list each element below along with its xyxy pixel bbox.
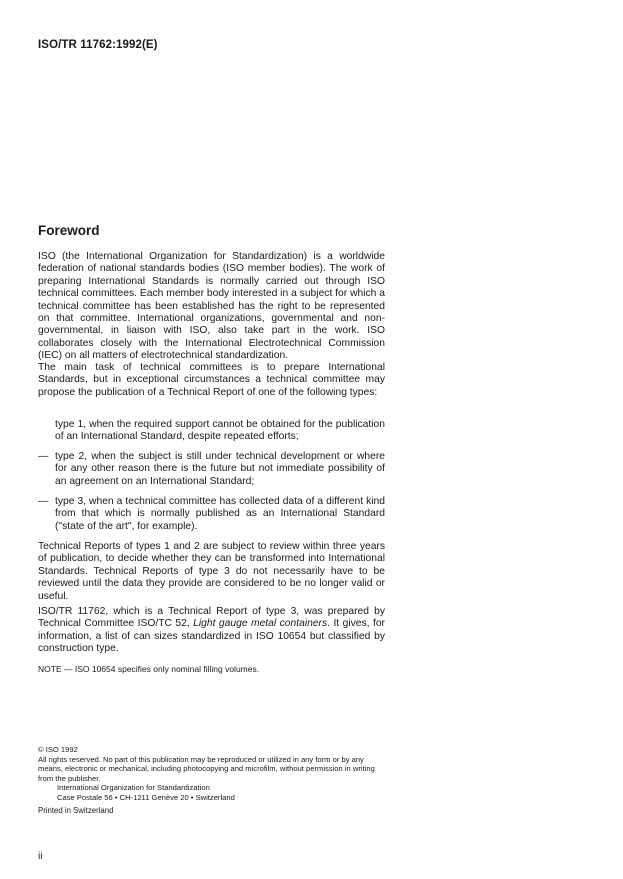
list-dash: — (38, 451, 49, 462)
paragraph-3: Technical Reports of types 1 and 2 are subject to review within three years of publication, to decide whether they can be transformed into International Standards. Technical Reports of type 3 do not necessarily have to be reviewed until the data they provide are considered to be no longer valid or useful. (38, 541, 385, 602)
list-item (38, 451, 385, 488)
note: NOTE — ISO 10654 specifies only nominal filling volumes. (38, 664, 260, 674)
list-item-text: type 2, when the subject is still under technical development or where for any other reason there is the future but not immediate possibility of an agreement on an International Standard; (55, 451, 385, 487)
paragraph-2: The main task of technical committees is to prepare International Standards, but in exceptional circumstances a technical committee may propose the publication of a Technical Report of one of the following types: (38, 362, 385, 398)
publisher-address: Case Postale 56 • CH-1211 Genève 20 • Switzerland (57, 792, 235, 802)
paragraph-4-text: ISO/TR 11762, which is a Technical Report of type 3, was prepared by Technical Committee ISO/TC 52, (38, 606, 385, 630)
list-item-text: type 1, when the required support cannot be obtained for the publication of an International Standard, despite repeated efforts; (55, 419, 385, 443)
list-item-text: type 3, when a technical committee has collected data of a different kind from that which is normally published as an International Standard ("state of the art", for example). (55, 496, 385, 532)
section-title: Foreword (38, 223, 100, 238)
list-item (38, 496, 385, 533)
copyright-block (38, 745, 385, 803)
publisher-name: International Organization for Standardization (57, 783, 210, 793)
copyright-symbol-line: © ISO 1992 (38, 745, 78, 754)
rights-statement: All rights reserved. No part of this publication may be reproduced or utilized in any form or by any means, electronic or mechanical, including photocopying and microfilm, without permission in writing from the publisher. (38, 754, 375, 783)
paragraph-4 (38, 606, 385, 656)
list-item (38, 419, 385, 444)
page-number: ii (38, 851, 43, 862)
committee-title: Light gauge metal containers (193, 618, 328, 630)
paragraph-4-text-end: . It gives, for information, a list of can sizes standardized in ISO 10654 but classified by construction type. (38, 618, 385, 655)
printed-in: Printed in Switzerland (38, 806, 114, 815)
paragraph-1: ISO (the International Organization for Standardization) is a worldwide federation of national standards bodies (ISO member bodies). The work of preparing International Standards is normally carried out through ISO technical committees. Each member body interested in a subject for which a technical committee has been established has the right to be represented on that committee. International organizations, governmental and non-governmental, in liaison with ISO, also take part in the work. ISO collaborates closely with the International Electrotechnical Commission (IEC) on all matters of electrotechnical standardization. (38, 251, 385, 362)
document-code: ISO/TR 11762:1992(E) (38, 39, 158, 51)
list-dash: — (38, 496, 49, 507)
